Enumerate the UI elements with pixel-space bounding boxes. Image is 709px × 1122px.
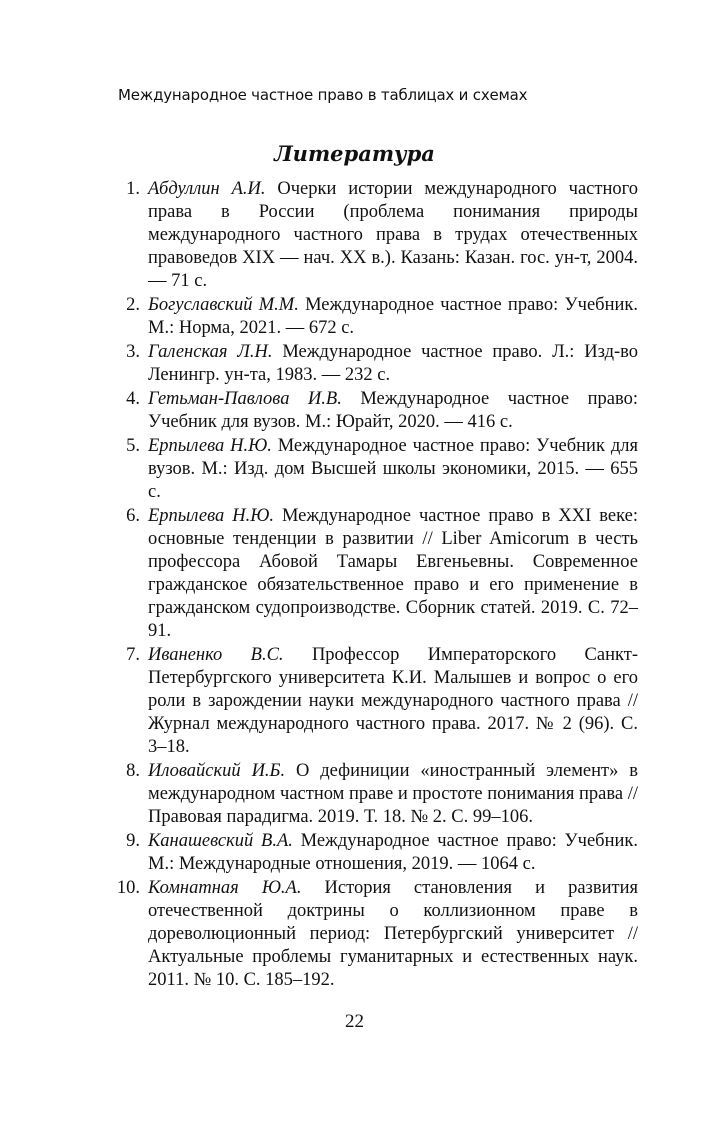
reference-number: 7. (126, 645, 140, 665)
reference-item (118, 830, 638, 876)
reference-text: История становления и развития отечественной доктрины о коллизионном праве в дореволюционный период: Петербургский университет // Актуальные проблемы гуманитарных и естественных наук. 2011. № 10. С. 185–192. (148, 878, 638, 990)
reference-text: Международное частное право: Учебник. М.: Норма, 2021. — 672 с. (148, 295, 638, 338)
reference-author: Гетьман-Павлова И.В. (148, 389, 342, 409)
reference-text: Международное частное право: Учебник для вузов. М.: Юрайт, 2020. — 416 с. (148, 389, 638, 432)
reference-text: Профессор Императорского Санкт-Петербургского университета К.И. Малышев и вопрос о его роли в зарождении науки международного частного права // Журнал международного частного права. 2017. № 2 (96). С. 3–18. (148, 645, 638, 757)
reference-text: Международное частное право. Л.: Изд-во Ленингр. ун-та, 1983. — 232 с. (148, 342, 639, 385)
reference-text: О дефиниции «иностранный элемент» в международном частном праве и простоте понимания права // Правовая парадигма. 2019. Т. 18. № 2. С. 99–106. (148, 761, 638, 827)
reference-number: 1. (126, 179, 140, 199)
reference-item (118, 505, 638, 643)
reference-number: 10. (116, 878, 140, 898)
reference-author: Ерпылева Н.Ю. (148, 436, 272, 456)
reference-number: 8. (126, 761, 140, 781)
reference-number: 2. (126, 295, 140, 315)
reference-text: Международное частное право: Учебник для вузов. М.: Изд. дом Высшей школы экономики, 2015. — 655 с. (148, 436, 638, 502)
reference-number: 9. (126, 831, 140, 851)
reference-author: Ерпылева Н.Ю. (148, 506, 274, 526)
reference-number: 5. (126, 436, 140, 456)
page-number: 22 (345, 1011, 364, 1032)
reference-author: Комнатная Ю.А. (148, 878, 302, 898)
reference-item (118, 341, 638, 387)
reference-author: Иловайский И.Б. (148, 761, 286, 781)
reference-author: Богуславский М.М. (148, 295, 299, 315)
reference-author: Абдуллин А.И. (148, 179, 266, 199)
reference-text: Очерки истории международного частного права в России (проблема понимания природы международного частного права в трудах отечественных правоведов XIX — нач. XX в.). Казань: Казан. гос. ун-т, 2004. — 71 с. (148, 179, 638, 291)
reference-author: Галенская Л.Н. (148, 342, 273, 362)
reference-item (118, 877, 638, 992)
reference-author: Канашевский В.А. (148, 831, 293, 851)
reference-item (118, 435, 638, 504)
reference-item (118, 178, 638, 293)
reference-item (118, 294, 638, 340)
reference-item (118, 760, 638, 829)
running-head: Международное частное право в таблицах и схемах (118, 86, 528, 104)
reference-number: 4. (126, 389, 140, 409)
reference-author: Иваненко В.С. (148, 645, 284, 665)
reference-number: 6. (126, 506, 140, 526)
section-title: Литература (274, 141, 435, 166)
reference-text: Международное частное право в XXI веке: основные тенденции в развитии // Liber Amicorum в честь профессора Абовой Тамары Евгеньевны. Современное гражданское обязательственное право и его применение в гражданском судопроизводстве. Сборник статей. 2019. С. 72–91. (148, 506, 638, 641)
reference-item (118, 644, 638, 759)
reference-number: 3. (126, 342, 140, 362)
reference-list (118, 178, 638, 993)
reference-text: Международное частное право: Учебник. М.: Международные отношения, 2019. — 1064 с. (148, 831, 638, 874)
reference-item (118, 388, 638, 434)
